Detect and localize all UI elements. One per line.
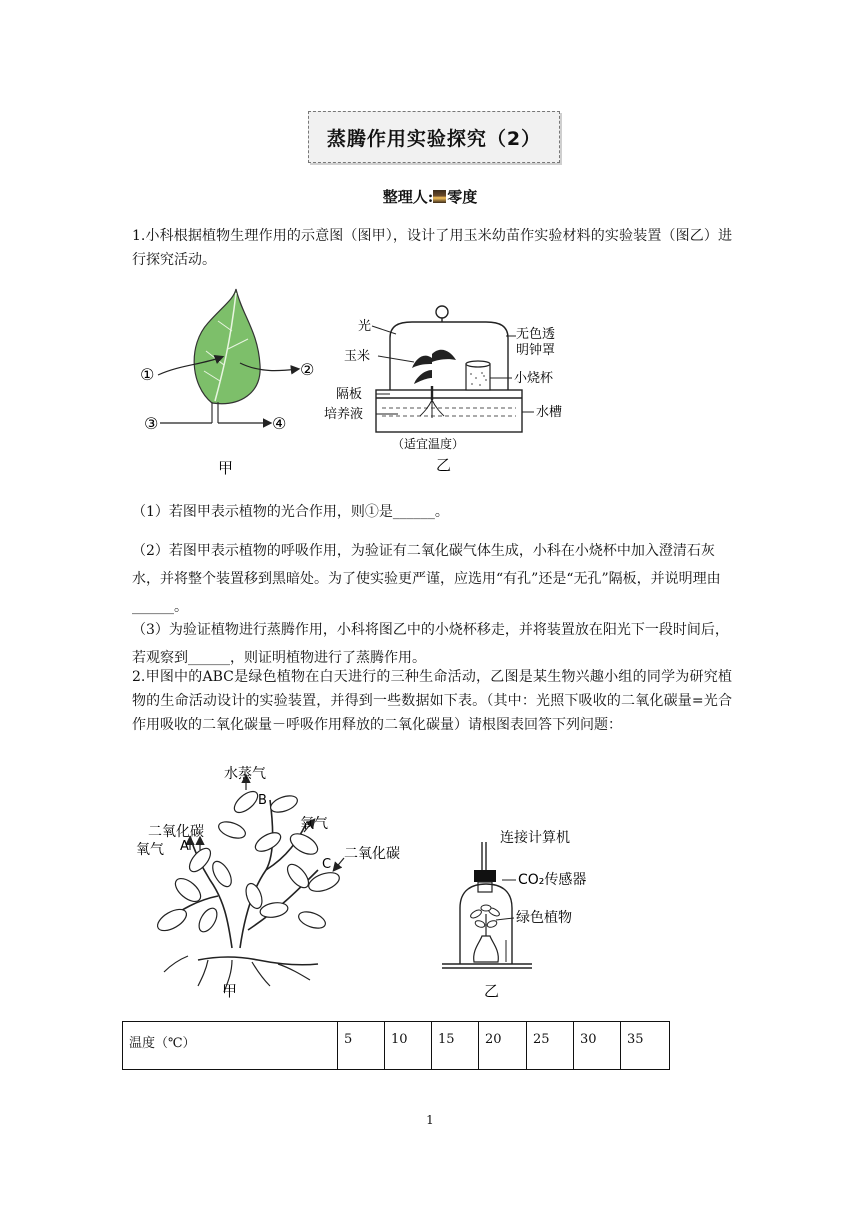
caption-jia-2: 甲 — [222, 982, 238, 1000]
q1-intro: 1.小科根据植物生理作用的示意图（图甲），设计了用玉米幼苗作实验材料的实验装置（图乙）进行探究活动。 — [132, 228, 732, 268]
q2-figure-yi — [436, 822, 606, 1002]
label-light: 光 — [358, 319, 372, 334]
caption-yi-2: 乙 — [484, 982, 500, 1000]
q1-figure-jia — [130, 285, 330, 480]
label-C: C — [322, 857, 332, 872]
table-cell: 5 — [338, 1022, 385, 1070]
label-1: ① — [140, 365, 155, 384]
q2-figure-jia — [128, 760, 418, 1000]
table-cell: 25 — [527, 1022, 574, 1070]
caption-yi: 乙 — [436, 456, 452, 474]
table-header-cell: 温度（℃） — [123, 1022, 338, 1070]
label-3: ③ — [144, 414, 159, 433]
table-cell: 30 — [574, 1022, 621, 1070]
author-name: 零度 — [447, 188, 478, 206]
label-beaker: 小烧杯 — [514, 371, 554, 386]
author-label: 整理人: — [382, 188, 434, 206]
label-A: A — [180, 839, 189, 854]
label-sensor: CO₂传感器 — [518, 872, 587, 888]
label-water-vapor: 水蒸气 — [224, 766, 266, 782]
q1-sub1: （1）若图甲表示植物的光合作用，则①是______。 — [132, 504, 449, 520]
label-bell-jar-2: 明钟罩 — [516, 343, 556, 358]
label-computer: 连接计算机 — [500, 830, 570, 846]
label-2: ② — [300, 360, 315, 379]
table-cell: 15 — [432, 1022, 479, 1070]
label-corn: 玉米 — [344, 349, 371, 364]
leaf-shape — [194, 289, 260, 404]
q1-sub3: （3）为验证植物进行蒸腾作用，小科将图乙中的小烧杯移走，并将装置放在阳光下一段时间后，若观察到______，则证明植物进行了蒸腾作用。 — [132, 622, 729, 666]
author-line — [0, 186, 860, 207]
table-cell: 35 — [621, 1022, 670, 1070]
data-table — [122, 1021, 670, 1070]
label-o2-left: 氧气 — [136, 842, 164, 858]
label-temp: （适宜温度） — [392, 437, 465, 451]
label-partition: 隔板 — [336, 387, 363, 402]
author-avatar — [433, 190, 446, 203]
water-tank — [376, 390, 522, 432]
q2-intro: 2.甲图中的ABC是绿色植物在白天进行的三种生命活动，乙图是某生物兴趣小组的同学为研究植物的生命活动设计的实验装置，并得到一些数据如下表。（其中：光照下吸收的二氧化碳量=光合作用吸收的二氧化碳量－呼吸作用释放的二氧化碳量）请根图表回答下列问题： — [132, 669, 732, 733]
label-co2-left: 二氧化碳 — [148, 824, 204, 840]
table-cell: 20 — [479, 1022, 527, 1070]
q1-sub2: （2）若图甲表示植物的呼吸作用，为验证有二氧化碳气体生成，小科在小烧杯中加入澄清石灰水，并将整个装置移到黑暗处。为了使实验更严谨，应选用“有孔”还是“无孔”隔板，并说明理由______。 — [132, 543, 721, 615]
table-cell: 10 — [385, 1022, 432, 1070]
small-beaker — [466, 364, 490, 390]
label-B: B — [258, 793, 267, 808]
title-text: 蒸腾作用实验探究（2） — [326, 127, 542, 150]
page-number: 1 — [426, 1113, 434, 1127]
label-nutrient: 培养液 — [324, 407, 364, 422]
label-green-plant: 绿色植物 — [516, 910, 572, 926]
page-title — [308, 111, 560, 163]
co2-sensor — [474, 870, 496, 882]
label-tank: 水槽 — [536, 405, 563, 420]
q1-figure-yi — [320, 298, 595, 478]
label-co2-right: 二氧化碳 — [344, 846, 400, 862]
caption-jia: 甲 — [218, 459, 234, 477]
label-o2-right: 氧气 — [300, 816, 328, 832]
table-row — [123, 1022, 670, 1070]
label-bell-jar-1: 无色透 — [516, 327, 556, 342]
label-4: ④ — [272, 414, 287, 433]
